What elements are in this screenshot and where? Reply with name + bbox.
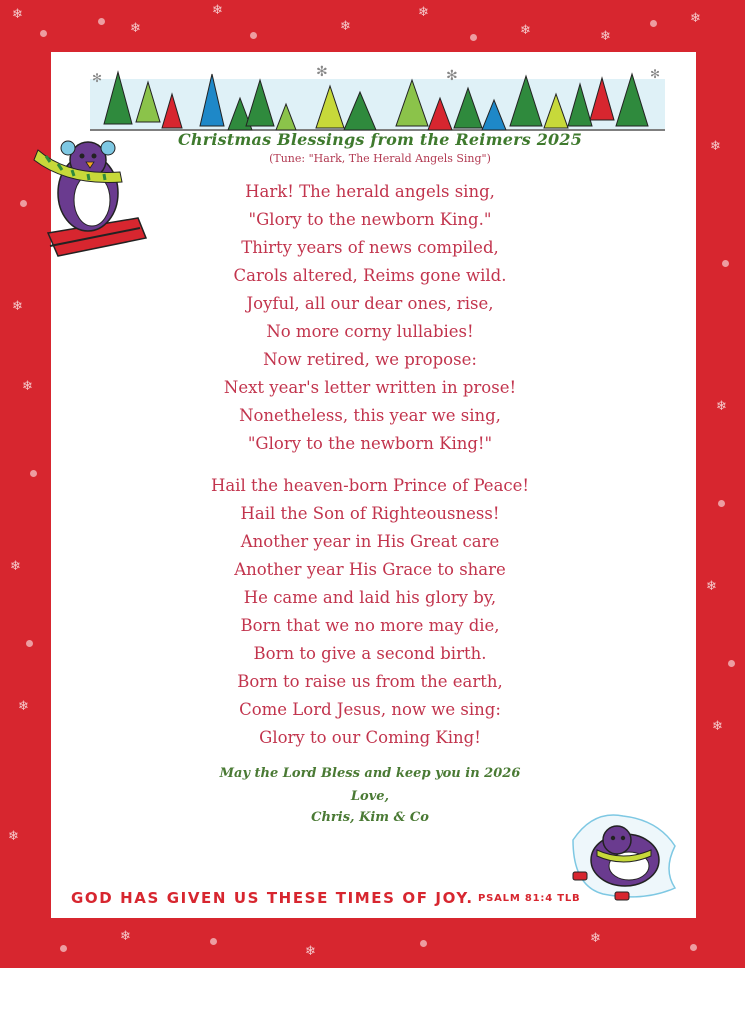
verse-line: Born that we no more may die, <box>240 616 500 635</box>
snowflake-icon: ❄ <box>712 719 723 734</box>
verse-line: "Glory to the newborn King." <box>248 210 492 229</box>
snowflake-icon: ❄ <box>418 5 429 20</box>
verse-line: He came and laid his glory by, <box>243 588 497 607</box>
snowflake-icon: ❄ <box>520 23 531 38</box>
svg-text:✻: ✻ <box>92 71 103 85</box>
verse-one <box>160 178 580 458</box>
snowflake-icon: ❄ <box>600 29 611 44</box>
verse-line: "Glory to the newborn King!" <box>247 434 493 453</box>
blessing-line: May the Lord Bless and keep you in 2026 <box>219 766 521 781</box>
verse-line: Another year in His Great care <box>240 532 500 551</box>
verse-line: Born to raise us from the earth, <box>237 672 503 691</box>
verse-two <box>160 472 580 752</box>
snowflake-icon: ❄ <box>590 931 601 946</box>
snowflake-icon: ❄ <box>716 399 727 414</box>
snowflake-icon: ❄ <box>706 579 717 594</box>
snowflake-icon: ❄ <box>710 139 721 154</box>
verse-line: Joyful, all our dear ones, rise, <box>246 294 494 313</box>
verse-line: Carols altered, Reims gone wild. <box>233 266 507 285</box>
scripture-reference: PSALM 81:4 TLB <box>478 893 581 904</box>
verse-line: Now retired, we propose: <box>263 350 477 369</box>
verse-line: Thirty years of news compiled, <box>241 238 499 257</box>
verse-line: No more corny lullabies! <box>266 322 474 341</box>
footer-motto: GOD HAS GIVEN US THESE TIMES OF JOY. <box>71 889 474 907</box>
penguin-sledding-icon <box>28 128 158 263</box>
verse-line: Hark! The herald angels sing, <box>245 182 495 201</box>
snowflake-icon: ❄ <box>12 299 23 314</box>
snowflake-icon: ❄ <box>305 944 316 959</box>
verse-line: Nonetheless, this year we sing, <box>239 406 501 425</box>
snowflake-icon: ❄ <box>120 929 131 944</box>
verse-line: Next year's letter written in prose! <box>223 378 517 397</box>
signature: Chris, Kim & Co <box>311 810 429 825</box>
svg-text:✻: ✻ <box>446 68 458 84</box>
snowflake-icon: ❄ <box>130 21 141 36</box>
letter-title: Christmas Blessings from the Reimers 2025 <box>177 130 583 149</box>
verse-line: Hail the heaven-born Prince of Peace! <box>210 476 530 495</box>
love-line: Love, <box>350 789 390 804</box>
verse-line: Glory to our Coming King! <box>259 728 481 747</box>
verse-line: Hail the Son of Righteousness! <box>240 504 500 523</box>
snowflake-icon: ❄ <box>212 3 223 18</box>
verse-line: Come Lord Jesus, now we sing: <box>239 700 501 719</box>
penguin-snow-angel-icon <box>563 810 683 905</box>
snowflake-icon: ❄ <box>690 11 701 26</box>
snowflake-icon: ❄ <box>18 699 29 714</box>
svg-text:✻: ✻ <box>316 64 328 80</box>
verse-line: Another year His Grace to share <box>234 560 506 579</box>
snowflake-icon: ❄ <box>340 19 351 34</box>
snowflake-icon: ❄ <box>8 829 19 844</box>
tune-subtitle: (Tune: "Hark, The Herald Angels Sing") <box>269 152 491 165</box>
snowflake-icon: ❄ <box>12 7 23 22</box>
svg-text:✻: ✻ <box>650 67 661 81</box>
snowflake-icon: ❄ <box>10 559 21 574</box>
verse-line: Born to give a second birth. <box>253 644 487 663</box>
snowflake-icon: ❄ <box>22 379 33 394</box>
